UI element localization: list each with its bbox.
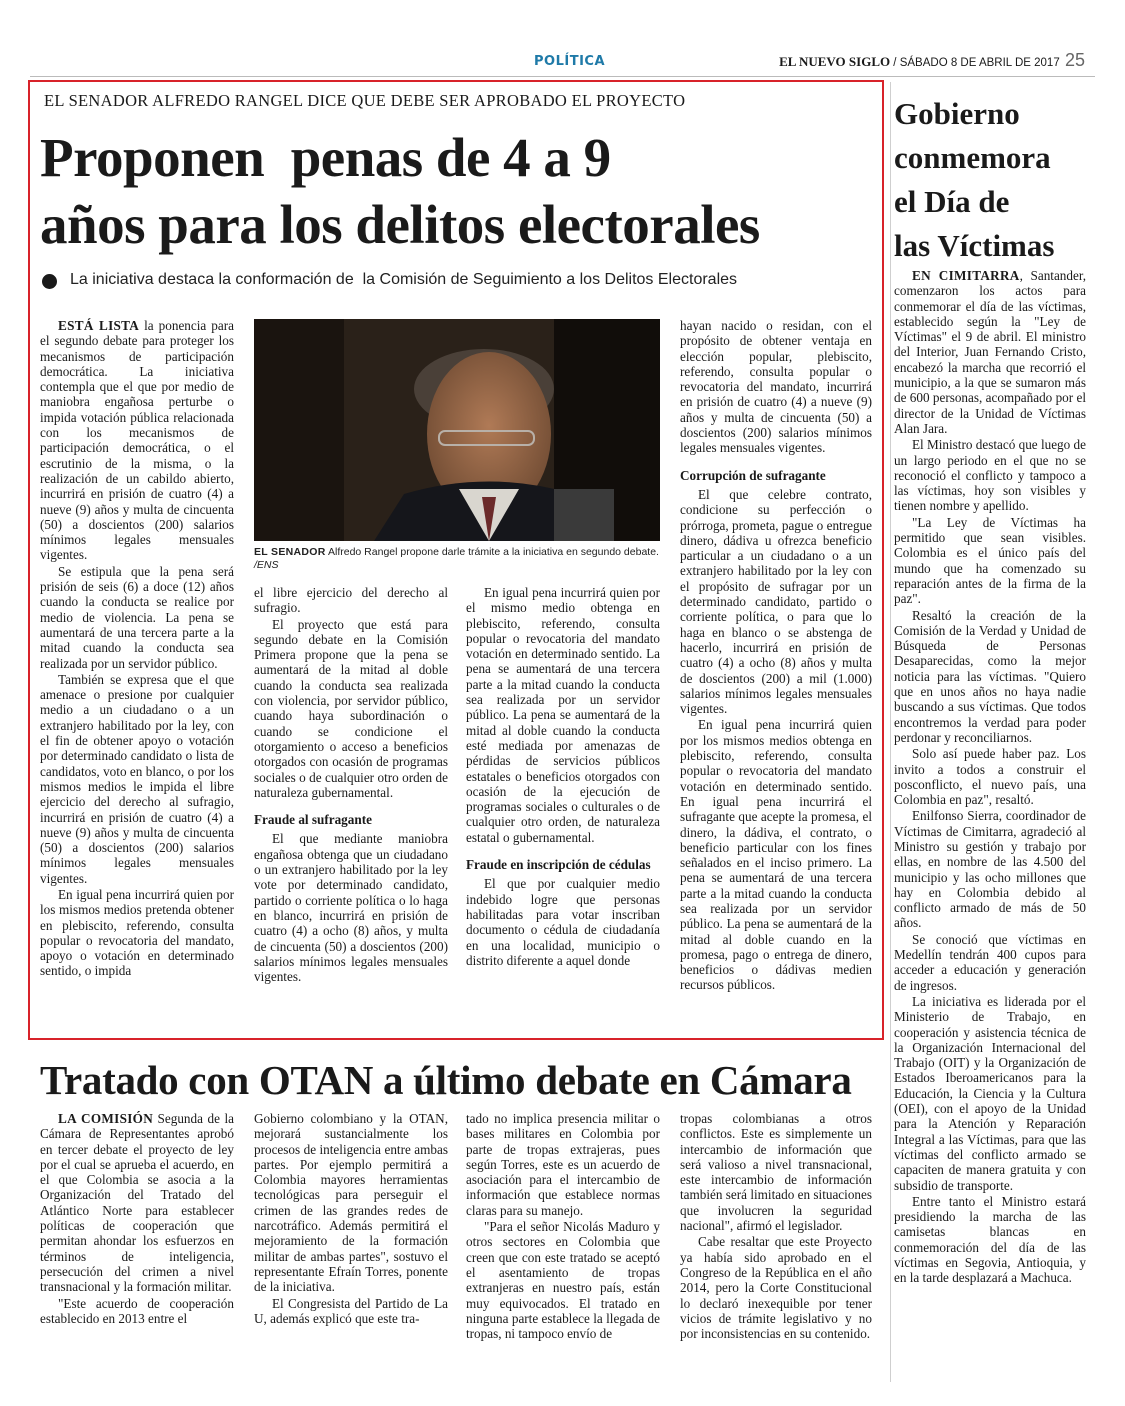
paragraph: Segunda de la Cámara de Representantes aprobó en tercer debate el proyecto de ley por el cual se aprueba el acuerdo, en el que Colombia se asocia a la Organización del Tratado del Atlántico Norte para establecer políticas de cooperación que permitan ahondar los esfuerzos en términos de inteligencia, persecución del crimen a nivel transnacional y la formación militar.: [40, 1111, 234, 1295]
subheading: Fraude al sufragante: [254, 812, 372, 828]
paragraph: Solo así puede haber paz. Los invito a todos a construir el posconflicto, el nuevo país, una Colombia en paz", resaltó.: [894, 746, 1086, 808]
page-header-info: EL NUEVO SIGLO / SÁBADO 8 DE ABRIL DE 2017 25: [779, 50, 1085, 70]
article-subhead: La iniciativa destaca la conformación de la Comisión de Seguimiento a los Delitos Electorales: [70, 271, 738, 288]
paragraph: El proyecto que está para segundo debate en la Comisión Primera propone que la pena se aumentará de la mitad al doble cuando la conducta sea realizada con violencia, por servidor público, cuando haya subordinación o cuando se condicione el otorgamiento o acceso a beneficios otorgados con ocasión de programas sociales o de cualquier otro orden de naturaleza gubernamental.: [254, 616, 448, 800]
subheading: Fraude en inscripción de cédulas: [466, 857, 651, 873]
paragraph: , Santander, comenzaron los actos para conmemorar el día de las víctimas, establecido según la "Ley de Víctimas" el 9 de abril. El ministro del Interior, Juan Fernando Cristo, encabezó la marcha que recorrió el municipio, a la que se sumaron más de 600 personas, acompañado por el director de la Unidad de Víctimas Alan Jara.: [894, 268, 1086, 436]
side-title-line: Gobierno: [894, 96, 1020, 131]
paragraph: La iniciativa es liderada por el Ministerio de Trabajo, en cooperación y asistencia técnica de la Organización Internacional del Trabajo (OIT) y la Organización de Estados Iberoamericanos para la Educación, la Ciencia y la Cultura (OEI), con el apoyo de la Unidad para la Atención y Reparación Integral a las Víctimas, para que las víctimas del conflicto armado se capaciten de manera gratuita y con subsidio de transporte.: [894, 993, 1086, 1193]
paragraph: También se expresa que el que amenace o presione por cualquier medio a un ciudadano o a un extranjero habilitado por la ley, con el fin de obtener apoyo o votación por determinado candidato o lista de candidatos, voto en blanco, o por los mismos medios le impida el libre ejercicio del derecho al sufragio, incurrirá en prisión de cuatro (4) a nueve (9) años y multa de cincuenta (50) a doscientos (200) salarios mínimos legales mensuales vigentes.: [40, 671, 234, 886]
paragraph: "La Ley de Víctimas ha permitido que sean visibles. Colombia es el único país del mundo que ha comenzado su reparación antes de la firma de la paz".: [894, 514, 1086, 607]
main-article-column-3: [466, 585, 660, 1033]
second-article-column-1: [40, 1111, 234, 1356]
paragraph: En igual pena incurrirá quien por los mismos medios obtenga en plebiscito, referendo, consulta popular o revocatoria del mandato votación en determinado sentido. En igual pena incurrirá el sufragante que acepte la promesa, el dinero, la dádiva, el contrato, o beneficio particular con los fines señalados en el inciso primero. La pena se aumentará de una tercera parte a la mitad cuando la conducta sea realizada por un servidor público. La pena se aumentará de la mitad al doble cuando en la promesa, pago o entrega de dinero, beneficios o dádivas medien recursos públicos.: [680, 717, 872, 993]
paragraph: "Para el señor Nicolás Maduro y otros sectores en Colombia que creen que con este tratado se aceptó el asentamiento de tropas extranjeras en nuestro país, están muy equivocados. El tratado en ninguna parte establece la llegada de tropas, ni tampoco envío de: [466, 1219, 660, 1342]
lead-word: EN CIMITARRA: [912, 268, 1020, 283]
main-article-column-2: [254, 585, 448, 1033]
side-article-body: [894, 268, 1086, 1353]
headline-line-1: Proponen penas de 4 a 9: [40, 127, 611, 188]
newspaper-name: EL NUEVO SIGLO: [779, 54, 891, 69]
paragraph: tado no implica presencia militar o bases militares en Colombia por parte de tropas extrajeras, pues según Torres, este es un acuerdo de asociación para el intercambio de información que establece normas claras para su manejo.: [466, 1111, 660, 1218]
paragraph: Gobierno colombiano y la OTAN, mejorará sustancialmente los procesos de inteligencia entre ambas partes. Por ejemplo permitirá a Colombia mayores herramientas tecnológicas para perseguir el crimen de las grandes redes de narcotráfico. Además permitirá el mejoramiento de la formación militar de ambas partes", sostuvo el representante Efraín Torres, ponente de la iniciativa.: [254, 1111, 448, 1295]
paragraph: El Congresista del Partido de La U, además explicó que este tra-: [254, 1295, 448, 1326]
paragraph: El que celebre contrato, condicione su perfección o prórroga, prometa, pague o entregue dinero, dádiva u ofrezca beneficio particular a un ciudadano o a un extranjero habilitado por la ley con el propósito de sufragar por un determinado candidato, partido o corriente política, o para que lo haga en blanco o se abstenga de hacerlo, incurrirá en prisión de cuatro (4) a ocho (8) años y multa de doscientos (200) a mil (1.000) salarios mínimos legales mensuales vigentes.: [680, 486, 872, 717]
paragraph: El Ministro destacó que luego de un largo periodo en el que no se reconoció el conflicto y tampoco a las víctimas, hoy son visibles y tienen nombre y apellido.: [894, 437, 1086, 514]
caption-text: Alfredo Rangel propone darle trámite a la iniciativa en segundo debate.: [325, 546, 659, 558]
lead-word: LA COMISIÓN: [58, 1111, 154, 1126]
paragraph: Cabe resaltar que este Proyecto ya había sido aprobado en el Congreso de la República en el año 2014, pero la Corte Constitucional lo declaró inexequible por tener vicios de trámite legislativo y no por inconsistencias en su contenido.: [680, 1234, 872, 1342]
senator-photo: [254, 319, 660, 541]
article-headline: [40, 124, 760, 258]
photo-illustration: [254, 319, 660, 541]
photo-credit: /ENS: [254, 559, 279, 571]
paragraph: la ponencia para el segundo debate para proteger los mecanismos de participación democrática. La iniciativa contempla que el que por medio de maniobra engañosa perturbe o impida votación pública relacionada con los mecanismos de participación democrática, o el escrutinio de la misma, o la realización de un cabildo abierto, incurrirá en prisión de cuatro (4) a nueve (9) años y multa de cincuenta (50) a doscientos (200) salarios mínimos legales mensuales vigentes.: [40, 318, 234, 563]
second-article-column-2: [254, 1111, 448, 1356]
bullet-icon: [42, 274, 57, 289]
headline-line-2: años para los delitos electorales: [40, 194, 760, 256]
paragraph: Se estipula que la pena será prisión de seis (6) a doce (12) años cuando la conducta se realice por medio de violencia. La pena se aumentará de una tercera parte a la mitad cuando la conducta sea realizada por un servidor público.: [40, 563, 234, 671]
caption-lead: EL SENADOR: [254, 546, 326, 558]
paragraph: Enilfonso Sierra, coordinador de Víctimas de Cimitarra, agradeció al Ministro su gestión y trabajo por ellas, en nombre de las 4.500 del municipio y las ocho millones que hay en Colombia debido al conflicto armado de más de 50 años.: [894, 808, 1086, 931]
column-divider: [890, 82, 891, 1382]
second-article-column-4: [680, 1111, 872, 1356]
lead-word: ESTÁ LISTA: [58, 318, 140, 333]
paragraph: "Este acuerdo de cooperación establecido en 2013 entre el: [40, 1295, 234, 1326]
side-title-line: conmemora: [894, 140, 1051, 175]
main-article-column-1: [40, 318, 234, 1033]
paragraph: tropas colombianas a otros conflictos. Este es simplemente un intercambio de información que será valioso a nivel transnacional, este intercambio de información también será limitado en situaciones que involucren la seguridad nacional", afirmó el legislador.: [680, 1111, 872, 1234]
article-kicker: EL SENADOR ALFREDO RANGEL DICE QUE DEBE SER APROBADO EL PROYECTO: [44, 91, 686, 110]
subheading: Corrupción de sufragante: [680, 467, 826, 483]
paragraph: En igual pena incurrirá quien por el mismo medio obtenga en plebiscito, referendo, consulta popular o revocatoria del mandato votación en determinado sentido. La pena se aumentará de una tercera parte a la mitad cuando la conducta sea realizada por un servidor público. La pena se aumentará de la mitad al doble cuando la conducta esté mediada por amenazas de pérdidas de servicios públicos estatales o beneficios otorgados con ocasión de la ejecución de programas sociales o culturales o de cualquier otro orden, de naturaleza estatal o gubernamental.: [466, 585, 660, 845]
paragraph: el libre ejercicio del derecho al sufragio.: [254, 585, 448, 616]
paragraph: El que por cualquier medio indebido logre que personas habilitadas para votar inscriban documento o cédula de ciudadanía en una localidad, municipio o distrito diferente a aquel donde: [466, 876, 660, 968]
side-title-line: el Día de: [894, 184, 1010, 219]
side-title-line: las Víctimas: [894, 228, 1055, 263]
paragraph: En igual pena incurrirá quien por los mismos medios pretenda obtener en plebiscito, referendo, consulta popular o revocatoria del mandato, apoyo o votación en determinado sentido, o impida: [40, 886, 234, 979]
second-article-headline: Tratado con OTAN a último debate en Cámara: [40, 1057, 852, 1103]
paragraph: Entre tanto el Ministro estará presidiendo la marcha de las camisetas blancas en conmemoración del día de las víctimas en Segovia, Antioquia, y en la tarde desplazará a Machuca.: [894, 1193, 1086, 1286]
paragraph: hayan nacido o residan, con el propósito de obtener ventaja en elección popular, plebiscito, referendo, consulta popular o revocatoria del mandato, incurrirá en prisión de cuatro (4) a nueve (9) años y multa de cincuenta (50) a doscientos (200) salarios mínimos legales mensuales vigentes.: [680, 318, 872, 456]
photo-caption: [254, 546, 660, 572]
paragraph: El que mediante maniobra engañosa obtenga que un ciudadano o un extranjero habilitado por la ley vote por determinado candidato, partido o corriente política o lo haga en blanco, incurrirá en prisión de cuatro (4) a ocho (8) años, y multa de cincuenta (50) a doscientos (200) salarios mínimos legales mensuales vigentes.: [254, 831, 448, 985]
main-article-column-4: [680, 318, 872, 1033]
second-article-column-3: [466, 1111, 660, 1356]
side-article-title: [894, 92, 1094, 268]
section-label: POLÍTICA: [534, 54, 606, 69]
paragraph: Resaltó la creación de la Comisión de la Verdad y Unidad de Búsqueda de Personas Desaparecidas, como la mejor noticia para las víctimas. "Quiero que en unos años no haya nadie buscando a sus víctimas. Que todos encontremos la verdad para poder perdonar y reconciliarnos.: [894, 607, 1086, 745]
header-rule: [30, 76, 1095, 77]
page-number: 25: [1064, 50, 1085, 70]
issue-date: SÁBADO 8 DE ABRIL DE 2017: [899, 57, 1060, 69]
paragraph: Se conoció que víctimas en Medellín tendrán 400 cupos para acceder a educación y generación de ingresos.: [894, 931, 1086, 993]
